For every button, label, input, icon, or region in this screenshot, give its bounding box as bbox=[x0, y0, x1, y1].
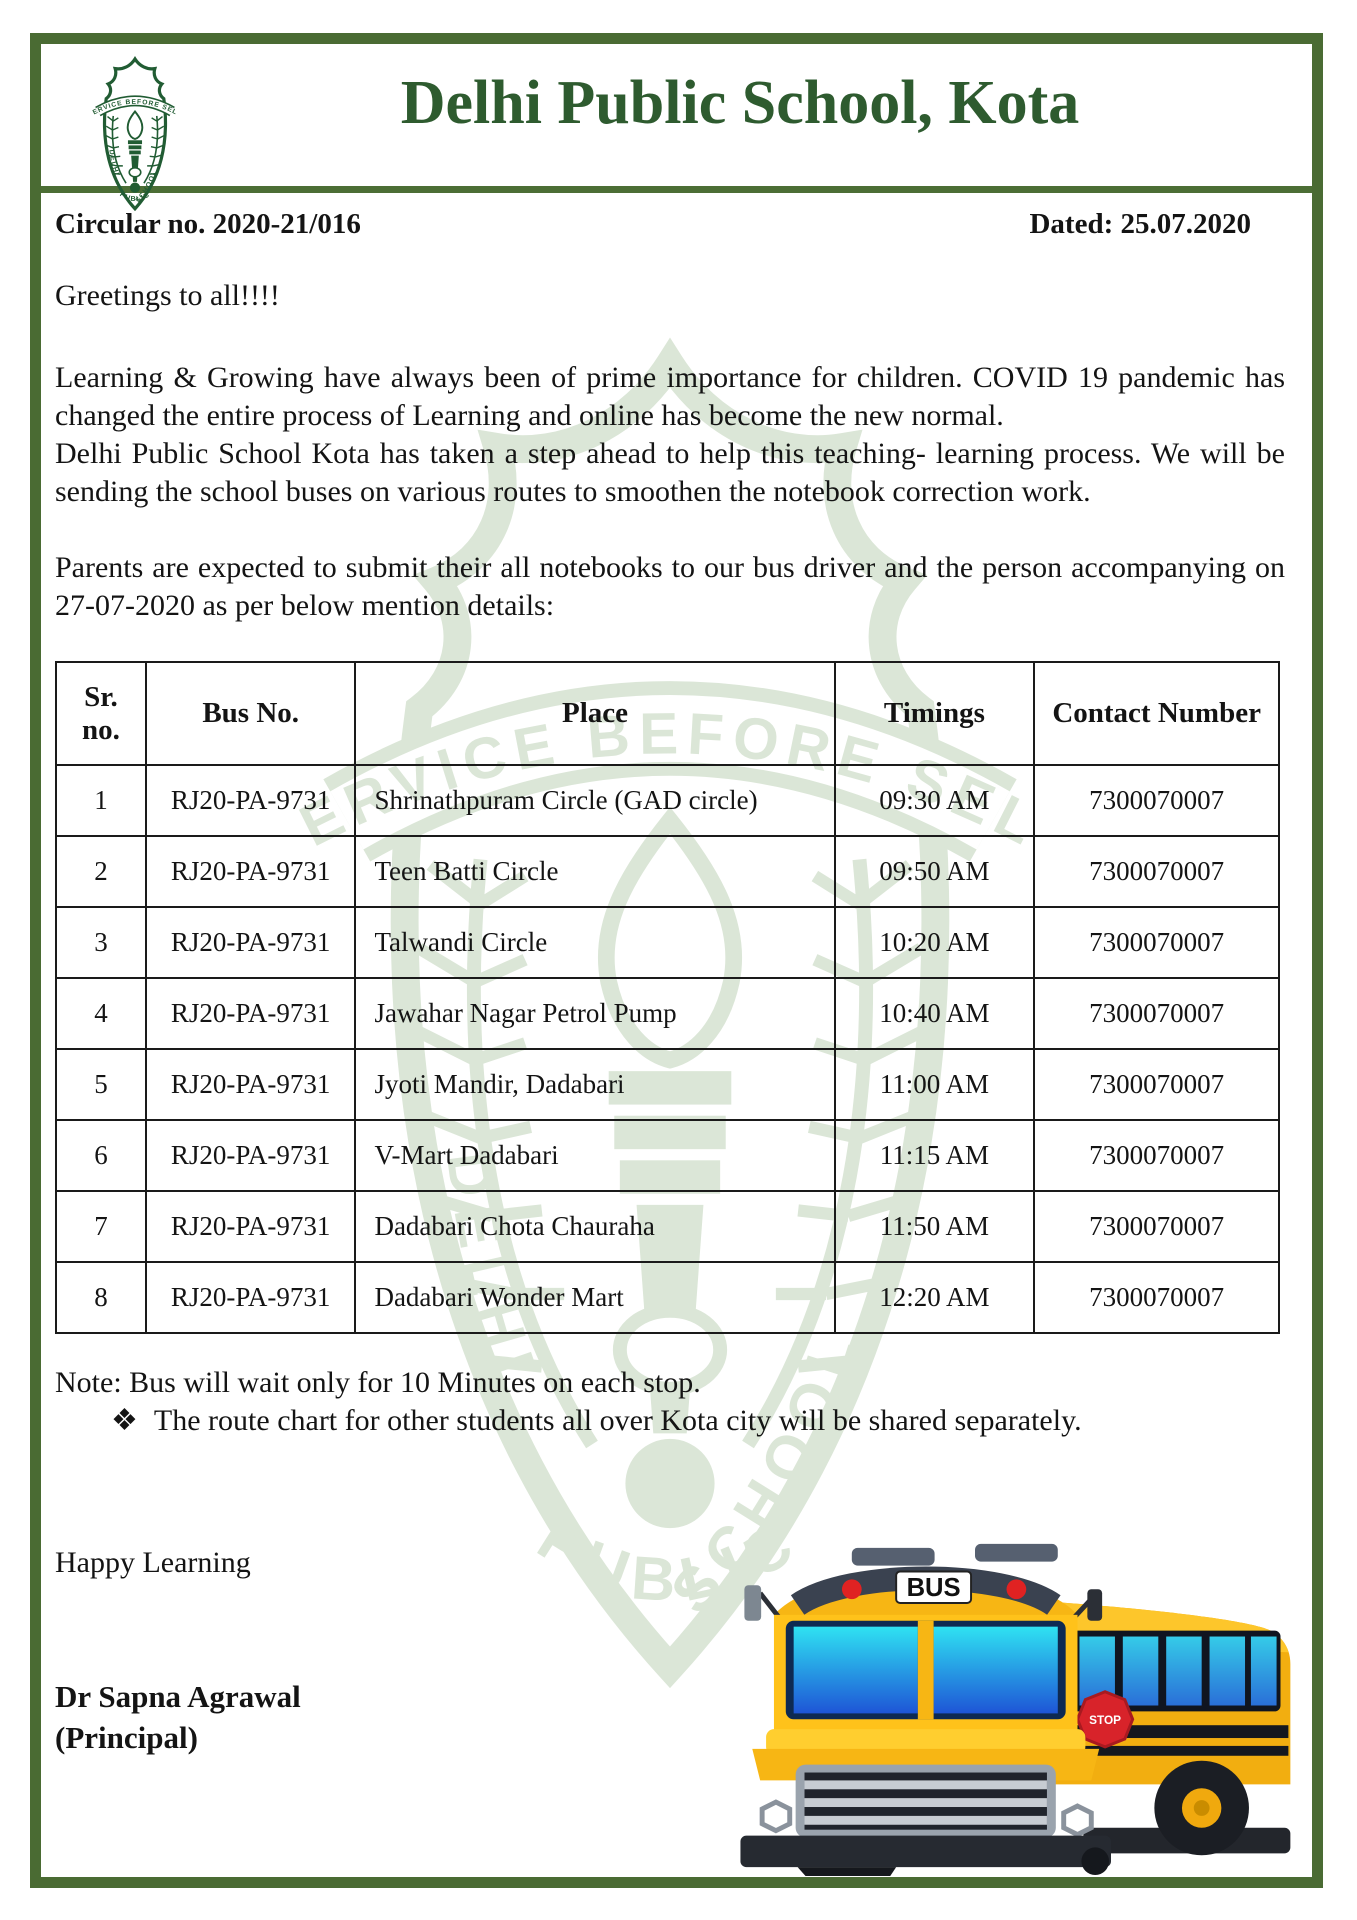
school-name: Delhi Public School, Kota bbox=[400, 69, 1080, 137]
cell-place: Dadabari Chota Chauraha bbox=[355, 1191, 834, 1262]
svg-text:STOP: STOP bbox=[1089, 1713, 1122, 1728]
col-bus-no: Bus No. bbox=[146, 662, 356, 765]
note-block bbox=[55, 1364, 1285, 1440]
cell-sr-no: 4 bbox=[56, 978, 146, 1049]
bus-bumper bbox=[740, 1836, 1111, 1868]
cell-place: Teen Batti Circle bbox=[355, 836, 834, 907]
cell-contact: 7300070007 bbox=[1034, 765, 1279, 836]
bus-mirror-right bbox=[1087, 1589, 1102, 1621]
cell-contact: 7300070007 bbox=[1034, 1262, 1279, 1333]
diamond-bullet-icon: ❖ bbox=[111, 1404, 138, 1437]
cell-place: Jawahar Nagar Petrol Pump bbox=[355, 978, 834, 1049]
intro-paragraphs bbox=[55, 359, 1285, 511]
table-row bbox=[56, 836, 1279, 907]
bus-headlight-right bbox=[1064, 1806, 1092, 1835]
cell-sr-no: 8 bbox=[56, 1262, 146, 1333]
signatory-designation: (Principal) bbox=[55, 1720, 198, 1755]
cell-place: Jyoti Mandir, Dadabari bbox=[355, 1049, 834, 1120]
cell-bus-no: RJ20-PA-9731 bbox=[146, 1049, 356, 1120]
bus-sign-text: BUS bbox=[906, 1574, 961, 1603]
signatory-name: Dr Sapna Agrawal bbox=[55, 1679, 301, 1714]
bus-headlight-left bbox=[762, 1802, 790, 1831]
paragraph-buses: Delhi Public School Kota has taken a step ahead to help this teaching- learning process. We will be sending the school buses on various routes to smoothen the notebook correction work. bbox=[55, 437, 1285, 508]
cell-timing: 11:50 AM bbox=[835, 1191, 1035, 1262]
cell-place: Talwandi Circle bbox=[355, 907, 834, 978]
cell-timing: 10:20 AM bbox=[835, 907, 1035, 978]
cell-sr-no: 3 bbox=[56, 907, 146, 978]
cell-place: V-Mart Dadabari bbox=[355, 1120, 834, 1191]
cell-bus-no: RJ20-PA-9731 bbox=[146, 907, 356, 978]
cell-timing: 12:20 AM bbox=[835, 1262, 1035, 1333]
school-logo bbox=[71, 52, 199, 226]
note-bullet-line bbox=[55, 1402, 1285, 1440]
cell-timing: 09:50 AM bbox=[835, 836, 1035, 907]
col-timings: Timings bbox=[835, 662, 1035, 765]
school-bus-illustration bbox=[645, 1536, 1305, 1876]
cell-bus-no: RJ20-PA-9731 bbox=[146, 1262, 356, 1333]
bus-mirror-left bbox=[744, 1585, 761, 1620]
table-row bbox=[56, 1120, 1279, 1191]
cell-place: Dadabari Wonder Mart bbox=[355, 1262, 834, 1333]
cell-timing: 11:00 AM bbox=[835, 1049, 1035, 1120]
letterhead bbox=[55, 44, 1285, 194]
cell-timing: 11:15 AM bbox=[835, 1120, 1035, 1191]
note-line: Note: Bus will wait only for 10 Minutes on each stop. bbox=[55, 1366, 701, 1399]
cell-timing: 10:40 AM bbox=[835, 978, 1035, 1049]
cell-sr-no: 2 bbox=[56, 836, 146, 907]
cell-bus-no: RJ20-PA-9731 bbox=[146, 765, 356, 836]
cell-sr-no: 5 bbox=[56, 1049, 146, 1120]
cell-contact: 7300070007 bbox=[1034, 1120, 1279, 1191]
table-row bbox=[56, 1049, 1279, 1120]
table-row bbox=[56, 765, 1279, 836]
bus-marker-light-right bbox=[1007, 1579, 1027, 1599]
cell-bus-no: RJ20-PA-9731 bbox=[146, 978, 356, 1049]
circular-date: Dated: 25.07.2020 bbox=[1029, 208, 1251, 240]
cell-contact: 7300070007 bbox=[1034, 1049, 1279, 1120]
cell-sr-no: 7 bbox=[56, 1191, 146, 1262]
table-row bbox=[56, 907, 1279, 978]
cell-sr-no: 6 bbox=[56, 1120, 146, 1191]
farewell-line: Happy Learning bbox=[55, 1546, 251, 1579]
bus-windshield-right bbox=[934, 1627, 1058, 1714]
cell-bus-no: RJ20-PA-9731 bbox=[146, 836, 356, 907]
table-header-row bbox=[56, 662, 1279, 765]
stop-sign-icon bbox=[1077, 1692, 1132, 1747]
cell-contact: 7300070007 bbox=[1034, 978, 1279, 1049]
bus-route-table bbox=[55, 661, 1280, 1334]
cell-place: Shrinathpuram Circle (GAD circle) bbox=[355, 765, 834, 836]
cell-contact: 7300070007 bbox=[1034, 836, 1279, 907]
col-place: Place bbox=[355, 662, 834, 765]
bus-marker-light-left bbox=[842, 1579, 862, 1599]
cell-bus-no: RJ20-PA-9731 bbox=[146, 1191, 356, 1262]
col-contact: Contact Number bbox=[1034, 662, 1279, 765]
paragraph-covid: Learning & Growing have always been of prime importance for children. COVID 19 pandemic has changed the entire process of Learning and online has become the new normal. bbox=[55, 361, 1285, 432]
bus-table-body bbox=[56, 765, 1279, 1333]
cell-contact: 7300070007 bbox=[1034, 1191, 1279, 1262]
circular-number: Circular no. 2020-21/016 bbox=[55, 208, 361, 240]
table-row bbox=[56, 1262, 1279, 1333]
table-row bbox=[56, 1191, 1279, 1262]
note-bullet-text: The route chart for other students all over Kota city will be shared separately. bbox=[153, 1404, 1082, 1437]
paragraph-instructions: Parents are expected to submit their all notebooks to our bus driver and the person accompanying on 27-07-2020 as per below mention details: bbox=[55, 551, 1285, 622]
circular-meta-row bbox=[55, 208, 1285, 241]
greeting-line: Greetings to all!!!! bbox=[55, 279, 280, 312]
table-row bbox=[56, 978, 1279, 1049]
cell-bus-no: RJ20-PA-9731 bbox=[146, 1120, 356, 1191]
cell-contact: 7300070007 bbox=[1034, 907, 1279, 978]
cell-timing: 09:30 AM bbox=[835, 765, 1035, 836]
cell-sr-no: 1 bbox=[56, 765, 146, 836]
col-sr-no: Sr. no. bbox=[56, 662, 146, 765]
bus-windshield-left bbox=[794, 1627, 918, 1714]
